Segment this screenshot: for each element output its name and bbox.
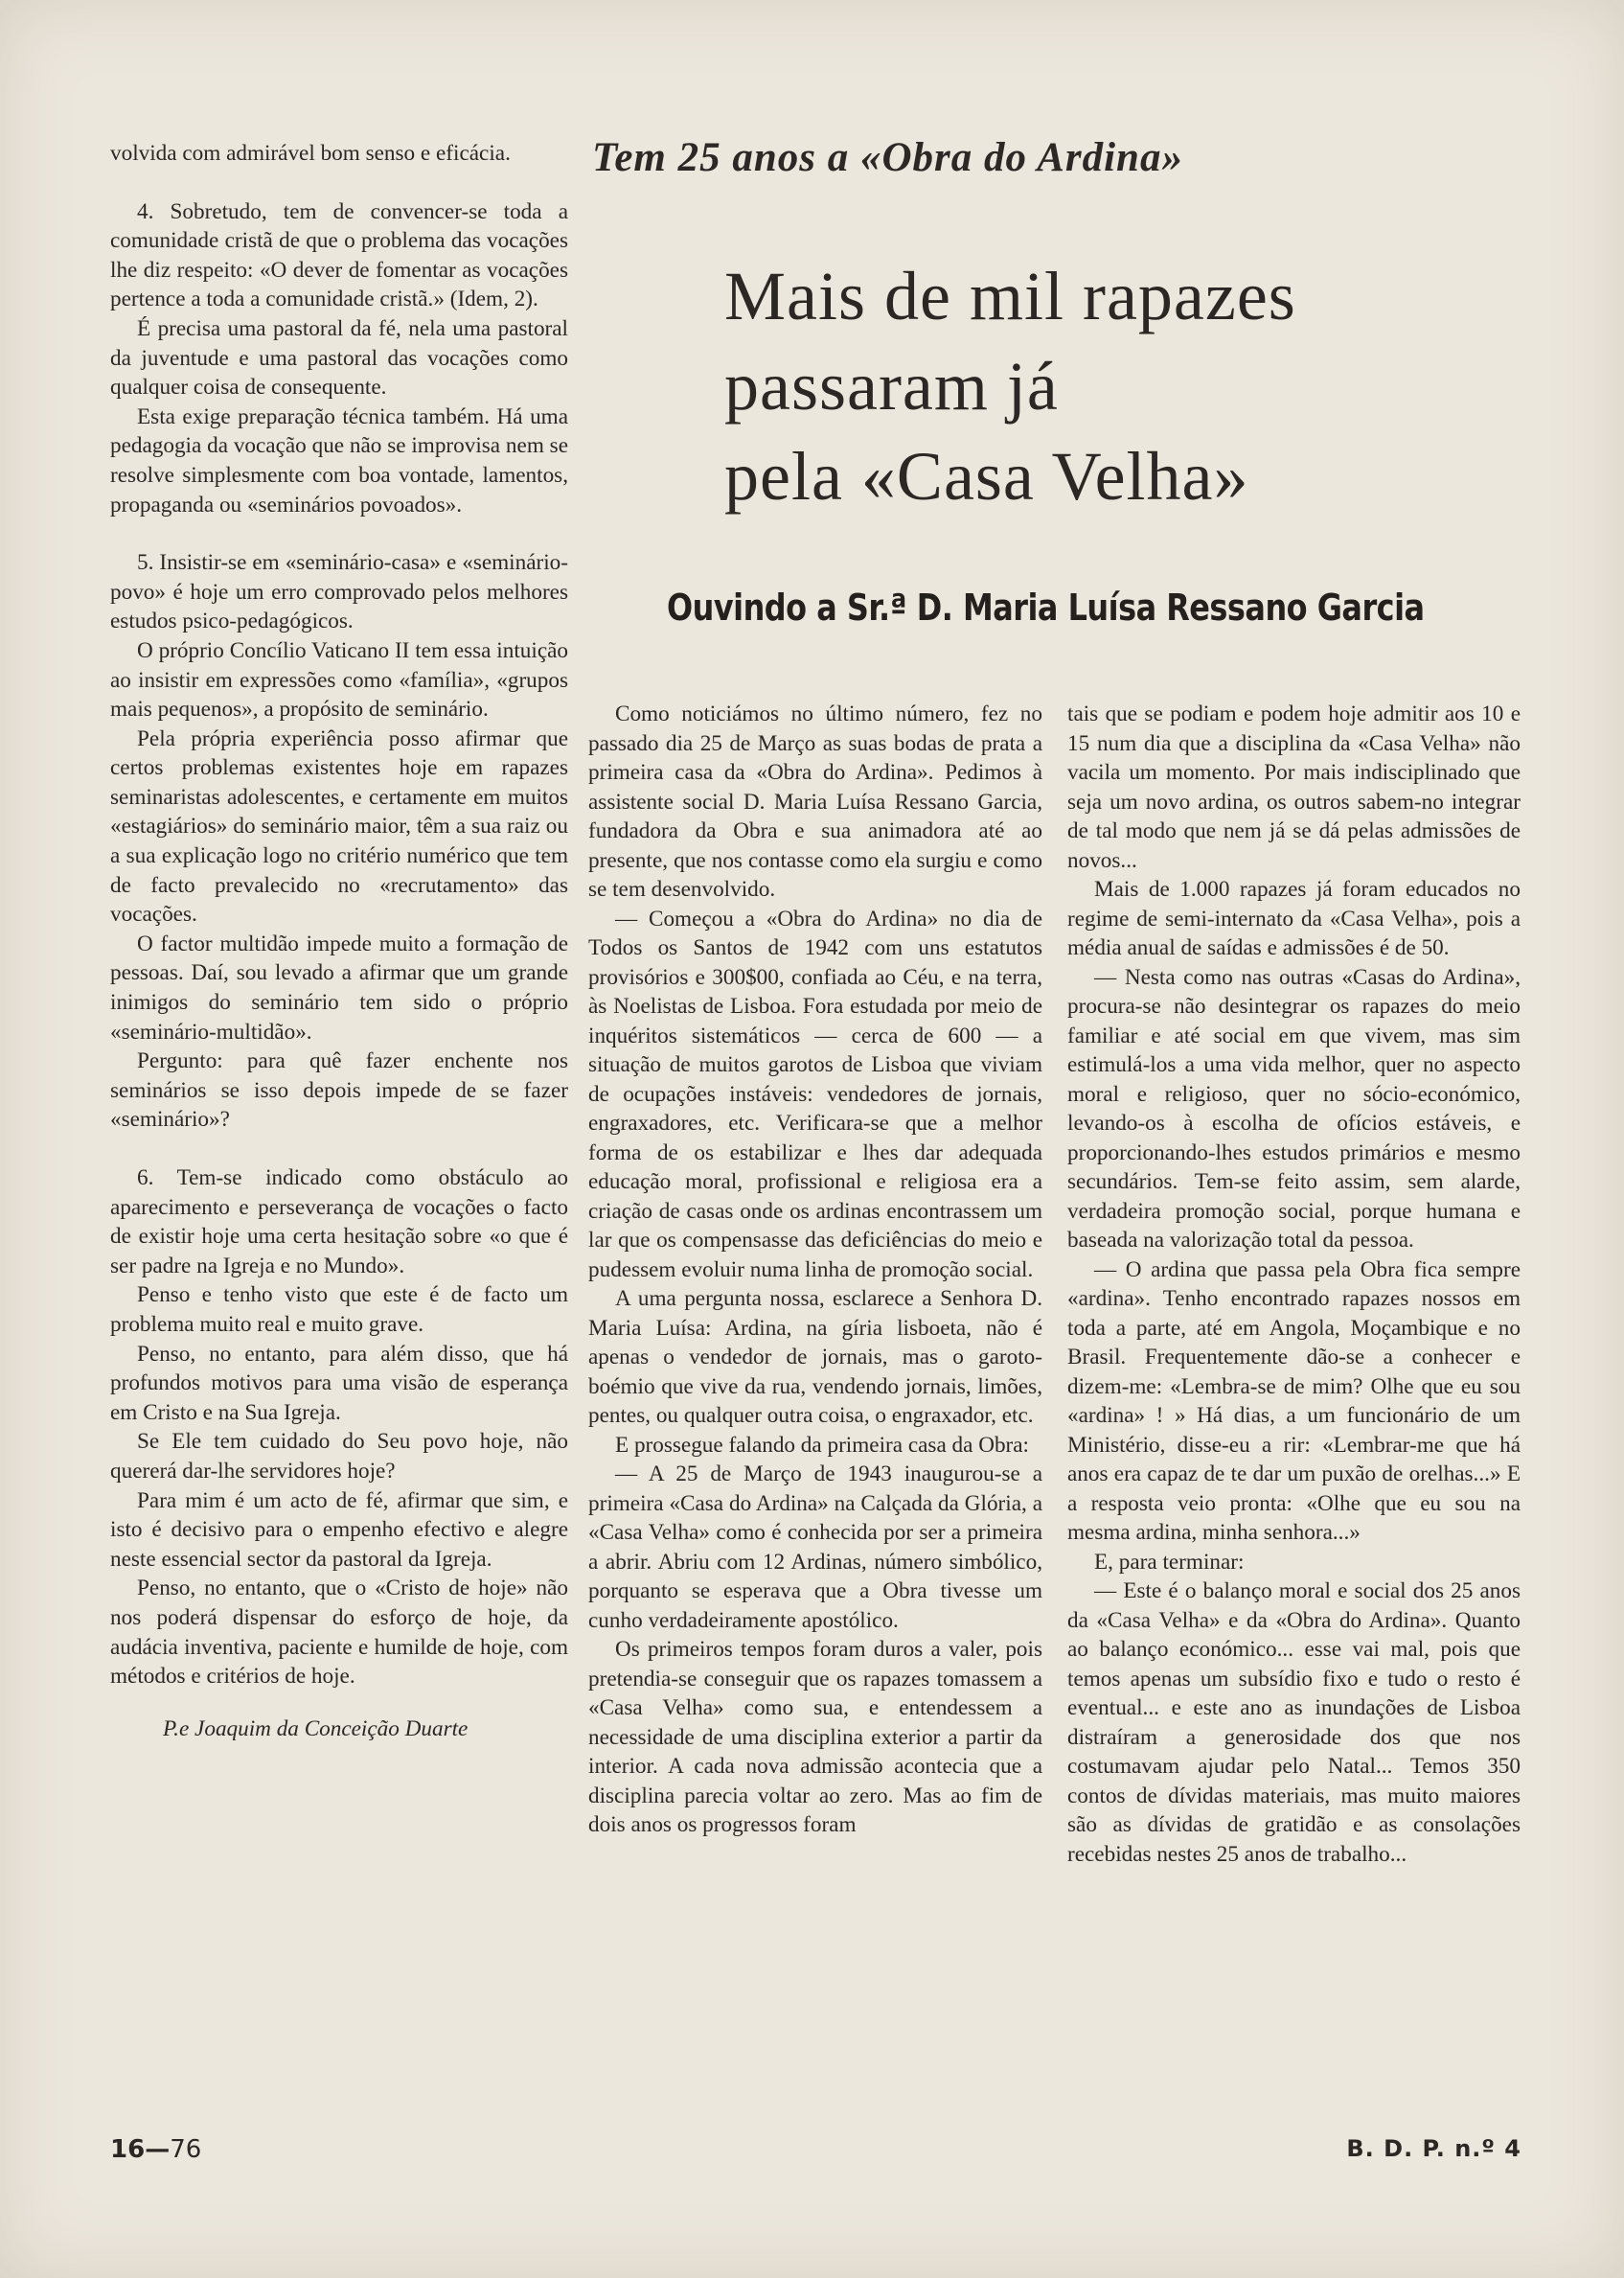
paragraph: Se Ele tem cuidado do Seu povo hoje, não quererá dar-lhe servidores hoje? [110, 1429, 568, 1484]
article-subhead: Ouvindo a Sr.ª D. Maria Luísa Ressano Garcia [667, 587, 1425, 629]
paragraph: E prossegue falando da primeira casa da Obra: [615, 1432, 1030, 1458]
paragraph: Penso e tenho visto que este é de facto um problema muito real e muito grave. [110, 1282, 568, 1337]
paragraph: — Nesta como nas outras «Casas do Ardina», procura-se não desintegrar os rapazes do meio familiar e até social em que vivem, mas sim estimulá-los a uma vida melhor, quer no aspecto moral e religioso, quer no sócio-económico, levando-os à escolha de ofícios estáveis, e proporcionando-lhes estudos primários e mesmo secundários. Tem-se feito assim, sem alarde, verdadeira promoção social, porque humana e baseada na valorização total da pessoa. [1067, 964, 1521, 1253]
author-signature: P.e Joaquim da Conceição Duarte [163, 1715, 469, 1741]
paragraph: Mais de 1.000 rapazes já foram educados no regime de semi-internato da «Casa Velha», pois a média anual de saídas e admissões é de 50. [1067, 877, 1521, 960]
paragraph: — Este é o balanço moral e social dos 25 anos da «Casa Velha» e da «Obra do Ardina». Quanto ao balanço económico... esse vai mal, pois que temos apenas um subsídio fixo e tudo o resto é eventual... e este ano as inundações de Lisboa distraíram a generosidade dos que nos costumavam ajudar pelo Natal... Temos 350 contos de dívidas materiais, mas muito maiores são as dívidas de gratidão e as consolações recebidas nestes 25 anos de trabalho... [1067, 1578, 1521, 1867]
page-number [110, 2135, 201, 2164]
paragraph: Pergunto: para quê fazer enchente nos seminários se isso depois impede de se fazer «seminário»? [110, 1048, 568, 1133]
paragraph: tais que se podiam e podem hoje admitir aos 10 e 15 num dia que a disciplina da «Casa Velha» não vacila um momento. Por mais indisciplinado que seja um novo ardina, os outros sabem-no integrar de tal modo que nem já se dá pelas admissões de novos... [1067, 702, 1521, 873]
paragraph: O próprio Concílio Vaticano II tem essa intuição ao insistir em expressões como «família», «grupos mais pequenos», a propósito de seminário. [110, 637, 568, 723]
paragraph: Os primeiros tempos foram duros a valer, pois pretendia-se conseguir que os rapazes tomassem a «Casa Velha» como sua, e entendessem a necessidade de uma disciplina exterior a partir da interior. A cada nova admissão acontecia que a disciplina parecia voltar ao zero. Mas ao fim de dois anos os progressos foram [588, 1637, 1042, 1837]
paragraph: Para mim é um acto de fé, afirmar que sim, e isto é decisivo para o empenho efectivo e alegre neste essencial sector da pastoral da Igreja. [110, 1487, 568, 1572]
paragraph: Pela própria experiência posso afirmar que certos problemas existentes hoje em rapazes seminaristas adolescentes, e certamente em muitos «estagiários» do seminário maior, têm a sua raiz ou a sua explicação logo no critério numérico que tem de facto prevalecido no «recrutamento» das vocações. [110, 725, 568, 928]
headline-line: pela «Casa Velha» [724, 438, 1249, 515]
paragraph: 6. Tem-se indicado como obstáculo ao aparecimento e perseverança de vocações o facto de existir hoje uma certa hesitação sobre «o que é ser padre na Igreja e no Mundo». [110, 1165, 568, 1278]
page-number-primary: 16 [110, 2135, 146, 2164]
paragraph: O factor multidão impede muito a formação de pessoas. Daí, sou levado a afirmar que um grande inimigos do seminário tem sido o próprio «seminário-multidão». [110, 931, 568, 1045]
paragraph: Como noticiámos no último número, fez no passado dia 25 de Março as suas bodas de prata a primeira casa da «Obra do Ardina». Pedimos à assistente social D. Maria Luísa Ressano Garcia, fundadora da Obra e sua animadora até ao presente, que nos contasse como ela surgiu e como se tem desenvolvido. [588, 702, 1042, 902]
paragraph: Penso, no entanto, que o «Cristo de hoje» não nos poderá dispensar do esforço de hoje, da audácia inventiva, paciente e humilde de hoje, com métodos e critérios de hoje. [110, 1576, 568, 1690]
paragraph: 5. Insistir-se em «seminário-casa» e «seminário-povo» é hoje um erro comprovado pelos melhores estudos psico-pedagógicos. [110, 550, 568, 634]
paragraph: A uma pergunta nossa, esclarece a Senhora D. Maria Luísa: Ardina, na gíria lisboeta, não é apenas o vendedor de jornais, mas o garoto-boémio que vive da rua, vendendo jornais, limões, pentes, ou qualquer outra coisa, o engraxador, etc. [588, 1286, 1042, 1428]
article-middle-column [588, 700, 1042, 1840]
paragraph: — A 25 de Março de 1943 inaugurou-se a primeira «Casa do Ardina» na Calçada da Glória, a «Casa Velha» como é conhecida por ser a primeira a abrir. Abriu com 12 Ardinas, número simbólico, porquanto se esperava que a Obra tivesse um cunho verdadeiramente apostólico. [588, 1461, 1042, 1633]
headline-line: Mais de mil rapazes [724, 258, 1296, 334]
paragraph: Penso, no entanto, para além disso, que há profundos motivos para uma visão de esperança em Cristo e na Sua Igreja. [110, 1341, 568, 1425]
article-headline [724, 251, 1548, 521]
paragraph: — O ardina que passa pela Obra fica sempre «ardina». Tenho encontrado rapazes nossos em toda a parte, até em Angola, Moçambique e no Brasil. Frequentemente dão-se a conhecer e dizem-me: «Lembra-se de mim? Olhe que eu sou «ardina» ! » Há dias, a um funcionário de um Ministério, disse-eu a rir: «Lembrar-me que há anos era capaz de te dar um puxão de orelhas...» E a resposta veio pronta: «Olhe que eu sou na mesma ardina, minha senhora...» [1067, 1256, 1521, 1545]
left-column-continuation [110, 139, 568, 1743]
page-number-separator: — [145, 2135, 171, 2164]
paragraph: volvida com admirável bom senso e eficácia. [110, 141, 511, 166]
publication-issue: B. D. P. n.º 4 [1346, 2135, 1521, 2162]
article-kicker: Tem 25 anos a «Obra do Ardina» [592, 135, 1183, 180]
paragraph: Esta exige preparação técnica também. Há uma pedagogia da vocação que não se improvisa nem se resolve simplesmente com boa vontade, lamentos, propaganda ou «seminários povoados». [110, 403, 568, 518]
headline-line: passaram já [724, 348, 1059, 425]
paragraph: E, para terminar: [1094, 1549, 1245, 1575]
article-right-column [1067, 700, 1521, 1869]
page-number-secondary: 76 [170, 2135, 202, 2164]
paragraph: 4. Sobretudo, tem de convencer-se toda a comunidade cristã de que o problema das vocações lhe diz respeito: «O dever de fomentar as vocações pertence a toda a comunidade cristã.» (Idem, 2). [110, 198, 568, 312]
paragraph: É precisa uma pastoral da fé, nela uma pastoral da juventude e uma pastoral das vocações como qualquer coisa de consequente. [110, 315, 568, 401]
paragraph: — Começou a «Obra do Ardina» no dia de Todos os Santos de 1942 com uns estatutos provisórios e 300$00, confiada ao Céu, e na terra, às Noelistas de Lisboa. Fora estudada por meio de inquéritos sistemáticos — cerca de 600 — a situação de muitos garotos de Lisboa que viviam de ocupações instáveis: vendedores de jornais, engraxadores, etc. Verificara-se que a melhor forma de os estabilizar e lhes dar adequada educação moral, profissional e religiosa era a criação de casas onde os ardinas encontrassem um lar que os compensasse das deficiências do meio e pudessem evoluir numa linha de promoção social. [588, 906, 1042, 1282]
